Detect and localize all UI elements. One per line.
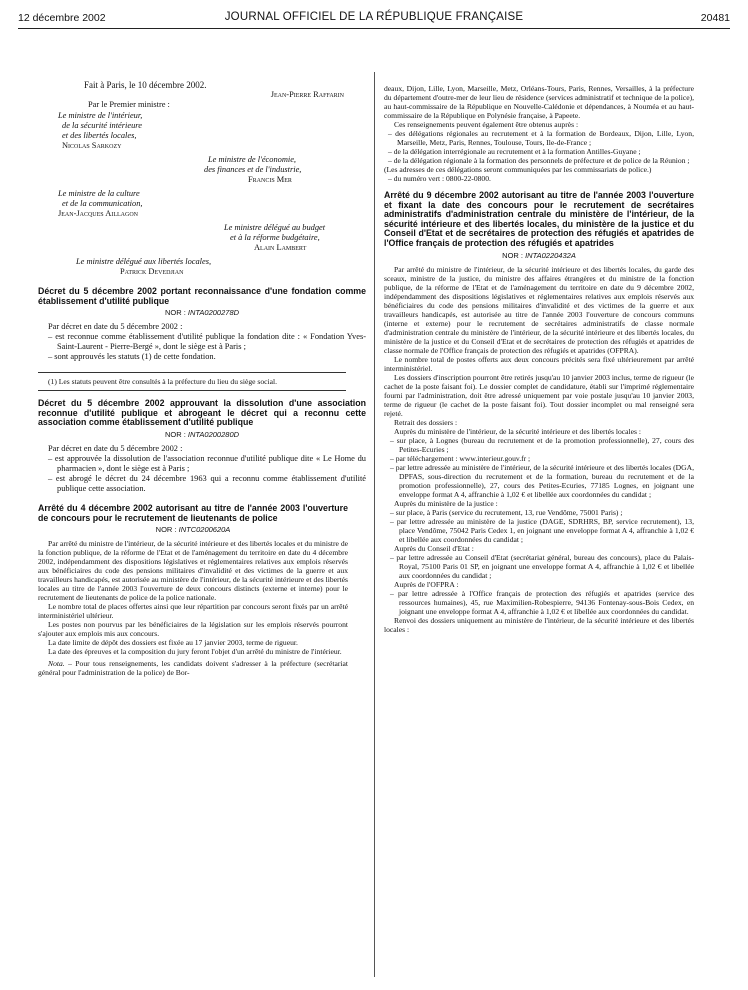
list-item: – par lettre adressée au ministère de la justice (DAGE, SDRHRS, BP, service recrutement), 13, place Vendôme, 75042 Paris Cedex 1, en joignant une enveloppe format A 4, affranchie à 1,02 € et libellée aux coordonnées du candidat ;: [390, 516, 694, 544]
arrete-secretaires-paragraph: Auprès du ministère de la justice :: [394, 498, 498, 508]
decree-dissolution-item: – est abrogé le décret du 24 décembre 1963 qui a reconnu comme établissement d'utilité publique cette association.: [48, 473, 366, 493]
signatory-interior: Le ministre de l'intérieur, de la sécurité intérieure et des libertés locales, Nicolas Sarkozy: [58, 111, 143, 150]
decree-foundation-title: Décret du 5 décembre 2002 portant reconnaissance d'une fondation comme établissement d'utilité publique: [38, 286, 366, 306]
arrete-secretaires-paragraph: Auprès de l'OFPRA :: [394, 579, 459, 589]
decree-foundation: [38, 287, 366, 391]
arrete-secretaires-nor: NOR : INTA0220432A: [502, 250, 576, 260]
list-item: – sur place, à Lognes (bureau du recrutement et de la promotion professionnelle), 27, cours des Petites-Ecuries ;: [390, 435, 694, 454]
signatory-economy: Le ministre de l'économie, des finances et de l'industrie, Francis Mer: [204, 155, 302, 184]
continuation-paragraph: Ces renseignements peuvent également être obtenus auprès :: [394, 120, 579, 129]
column-separator: [374, 72, 375, 977]
signatory-pm: Jean-Pierre Raffarin: [270, 90, 344, 99]
list-item: – par téléchargement : www.interieur.gouv.fr ;: [390, 453, 531, 463]
header-page-number: 20481: [700, 12, 730, 24]
signatory-culture: Le ministre de la culture et de la communication, Jean-Jacques Aillagon: [58, 189, 143, 218]
arrete-secretaires-paragraph: Renvoi des dossiers uniquement au ministère de l'intérieur, de la sécurité intérieure et des libertés locales :: [384, 615, 694, 634]
header-journal-title: JOURNAL OFFICIEL DE LA RÉPUBLIQUE FRANÇAISE: [224, 11, 524, 23]
left-column: [38, 80, 366, 678]
arrete-police-paragraph: Les postes non pourvus par les bénéficiaires de la législation sur les emplois réservés pourront s'ajouter aux emplois mis aux concours.: [38, 620, 348, 639]
header-rule: [18, 28, 730, 29]
arrete-secretaires-title: Arrêté du 9 décembre 2002 autorisant au titre de l'année 2003 l'ouverture et fixant la date des concours pour le recrutement de secrétaires administratifs d'administration centrale du ministère de l'intérieur, de la sécurité intérieure et des libertés locales, du ministère de la justice et du Conseil d'Etat et de secrétaires de protection des réfugiés et apatrides de l'Office français de protection des réfugiés et apatrides: [384, 190, 694, 248]
signatory-local-liberties: Le ministre délégué aux libertés locales, Patrick Devedjian: [76, 257, 212, 276]
page-header: [18, 10, 730, 26]
continuation-item: – de la délégation interrégionale au recrutement et à la formation Antilles-Guyane ;: [388, 147, 641, 156]
arrete-secretaires-paragraph: Le nombre total de postes offerts aux deux concours précités sera fixé ultérieurement par arrêté interministériel.: [384, 354, 694, 373]
arrete-police-nor: NOR : INTC0200620A: [155, 525, 231, 535]
arrete-secretaires-paragraph: Auprès du Conseil d'Etat :: [394, 543, 474, 553]
arrete-police-title: Arrêté du 4 décembre 2002 autorisant au titre de l'année 2003 l'ouverture de concours pour le recrutement de lieutenants de police: [38, 502, 348, 523]
decree-foundation-nor: NOR : INTA0200278D: [164, 308, 240, 318]
continuation-item: – des délégations régionales au recrutement et à la formation de Bordeaux, Dijon, Lille, Lyon, Marseille, Metz, Paris, Rennes, Toulouse, Tours, Ile-de-France ;: [388, 129, 694, 147]
continuation-item: – du numéro vert : 0800-22-0800.: [388, 174, 491, 183]
header-date: 12 décembre 2002: [18, 12, 106, 24]
right-column: [384, 84, 694, 634]
decree-dissolution-item: – est approuvée la dissolution de l'association reconnue d'utilité publique dite « Le Home du pharmacien », dont le siège est à Paris ;: [48, 453, 366, 473]
decree-dissolution-nor: NOR : INTA0200280D: [164, 429, 240, 439]
continuation-paragraph: (Les adresses de ces délégations seront communiquées par les commissariats de police.): [384, 165, 652, 174]
list-item: – sur place, à Paris (service du recrutement, 13, rue Vendôme, 75001 Paris) ;: [390, 507, 623, 517]
signatory-pm-intro: Par le Premier ministre :: [88, 100, 170, 109]
decree-dissolution: [38, 399, 366, 494]
arrete-police-nota: Nota. – Pour tous renseignements, les candidats doivent s'adresser à la préfecture (secrétariat général pour l'administration de la police) de Bor-: [38, 659, 348, 678]
arrete-police: [38, 504, 348, 677]
decree-dissolution-title: Décret du 5 décembre 2002 approuvant la dissolution d'une association reconnue d'utilité publique et abrogeant le décret qui a reconnu cette association comme établissement d'utilité publique: [38, 398, 366, 428]
section-rule: [38, 390, 346, 391]
decree-dissolution-intro: Par décret en date du 5 décembre 2002 :: [48, 443, 183, 453]
continuation-item: – de la délégation régionale à la formation des personnels de préfecture et de police de la Réunion ;: [388, 156, 690, 165]
decree-foundation-item: – sont approuvés les statuts (1) de cette fondation.: [48, 352, 216, 362]
arrete-secretaires-paragraph: Les dossiers d'inscription pourront être retirés jusqu'au 10 janvier 2003 inclus, terme de rigueur (le cachet de la poste faisant foi). Le dossier complet de candidature, établi sur l'imprimé réglementaire fourni par l'administration, doit être adressé uniquement par voie postale jusqu'au 10 janvier 2003, terme de rigueur (le cachet de la poste faisant foi). Tout dossier incomplet ou mal renseigné sera rejeté.: [384, 372, 694, 418]
list-item: – par lettre adressée au Conseil d'Etat (secrétariat général, bureau des concours), place du Palais-Royal, 75100 Paris 01 SP, en joignant une enveloppe format A 4, affranchie à 1,02 € et libellée aux coordonnées du candidat ;: [390, 552, 694, 580]
arrete-secretaires-paragraph: Auprès du ministère de l'intérieur, de la sécurité intérieure et des libertés locales :: [394, 426, 641, 436]
decree-foundation-item: – est reconnue comme établissement d'utilité publique la fondation dite : « Fondation Yves-Saint-Laurent - Pierre-Bergé », dont le siège est à Paris ;: [48, 332, 366, 352]
list-item: – par lettre adressée à l'Office français de protection des réfugiés et apatrides (service des ressources humaines), 45, rue Maximilien-Robespierre, 94136 Fontenay-sous-Bois Cedex, en joignant une enveloppe format A 4, affranchie à 1,02 € et libellée aux coordonnées du candidat.: [390, 588, 694, 616]
footnote-rule: [38, 372, 346, 373]
arrete-secretaires-paragraph: Retrait des dossiers :: [394, 417, 458, 427]
arrete-police-paragraph: La date des épreuves et la composition du jury feront l'objet d'un arrêté du ministre de l'intérieur.: [48, 647, 342, 657]
arrete-secretaires: [384, 191, 694, 634]
arrete-police-paragraph: La date limite de dépôt des dossiers est fixée au 17 janvier 2003, terme de rigueur.: [48, 638, 298, 648]
arrete-police-paragraph: Par arrêté du ministre de l'intérieur, de la sécurité intérieure et des libertés locales et du ministre de la fonction publique, de la réforme de l'Etat et de l'aménagement du territoire en date du 4 décembre 2002, indépendamment des dispositions législatives et réglementaires relatives aux emplois réservés aux bénéficiaires du code des pensions militaires d'invalidité et des victimes de la guerre et aux travailleurs handicapés, est autorisée au ministère de l'intérieur, de la sécurité intérieure et des libertés locales au titre de l'année 2003 l'ouverture de deux concours distincts (externe et interne) pour le recrutement de lieutenants de police de la police nationale.: [38, 539, 348, 603]
signing-place: Fait à Paris, le 10 décembre 2002.: [84, 80, 207, 90]
signatory-budget: Le ministre délégué au budget et à la réforme budgétaire, Alain Lambert: [224, 223, 326, 252]
arrete-police-paragraph: Le nombre total de places offertes ainsi que leur répartition par concours seront fixés par un arrêté interministériel ultérieur.: [38, 602, 348, 621]
decree-foundation-intro: Par décret en date du 5 décembre 2002 :: [48, 322, 183, 332]
list-item: – par lettre adressée au ministère de l'intérieur, de la sécurité intérieure et des libertés locales (DGA, DPFAS, sous-direction du recrutement et de la formation, bureau du recrutement et de la promotion professionnelle), 27, cours des Petites-Ecuries, 77185 Lognes, en joignant une enveloppe format A 4, affranchie à 1,02 € et libellée aux coordonnées du candidat ;: [390, 462, 694, 499]
arrete-secretaires-paragraph: Par arrêté du ministre de l'intérieur, de la sécurité intérieure et des libertés locales, du garde des sceaux, ministre de la justice, du ministre des affaires étrangères et du ministre de la fonction publique, de la réforme de l'Etat et de l'aménagement du territoire en date du 9 décembre 2002, indépendamment des dispositions législatives et réglementaires relatives aux emplois réservés aux bénéficiaires du code des pensions militaires d'invalidité et des victimes de la guerre et aux travailleurs handicapés, est autorisée au titre de l'année 2003 l'ouverture de concours communs (interne et externe) pour le recrutement de secrétaires administratifs de classe normale d'administration centrale du ministère de l'intérieur, de la sécurité intérieure et des libertés locales, du ministère de la justice et du Conseil d'Etat et de secrétaires de protection des réfugiés et apatrides de classe normale de l'Office français de protection des réfugiés et apatrides (OFPRA).: [384, 264, 694, 355]
continuation-paragraph: deaux, Dijon, Lille, Lyon, Marseille, Metz, Orléans-Tours, Paris, Rennes, Versailles, à la préfecture du département d'outre-mer de leur lieu de résidence (services administratif et technique de la police), au haut-commissaire de la République en Nouvelle-Calédonie et dépendances, à Nouméa et au haut-commissaire de la République en Polynésie française, à Papeete.: [384, 84, 694, 120]
decree-foundation-footnote: (1) Les statuts peuvent être consultés à la préfecture du lieu du siège social.: [48, 377, 277, 387]
